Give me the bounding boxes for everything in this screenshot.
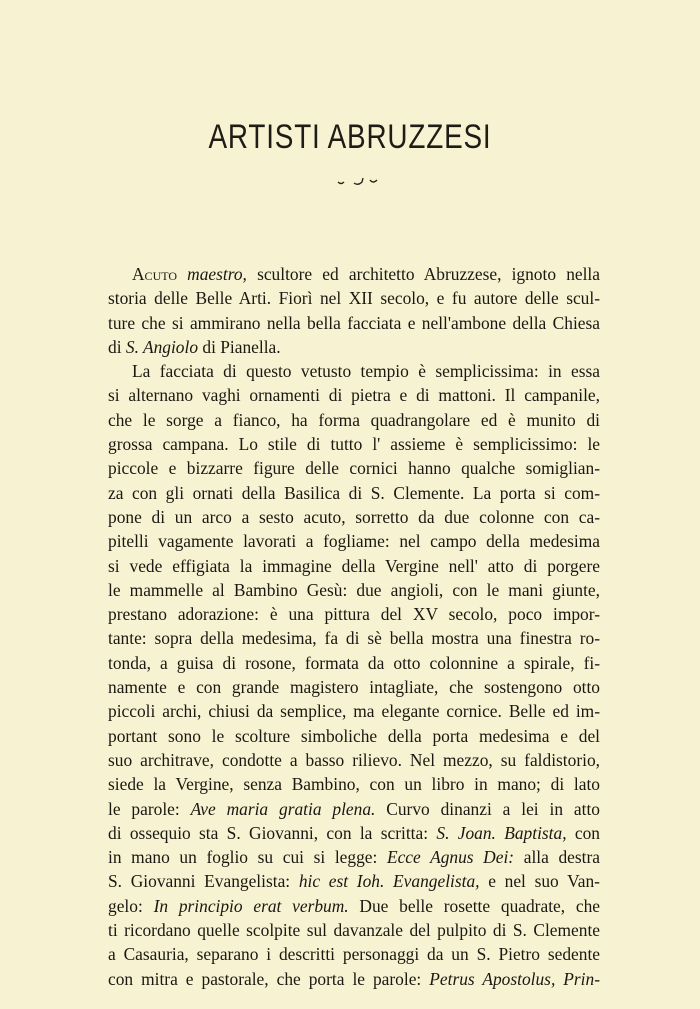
text-segment: si vede effigiata la immagine della Vergine nell' atto di porgere	[108, 555, 600, 576]
text-segment: ture che si ammirano nella bella facciata e nell'ambone della Chiesa	[108, 312, 600, 333]
text-segment: namente e con grande magistero intagliate, che sostengono otto	[108, 677, 600, 698]
text-line	[108, 918, 600, 942]
text-segment: storia delle Belle Arti. Fiorì nel XII secolo, e fu autore delle scul-	[108, 288, 600, 309]
text-segment: suo architrave, condotte a basso rilievo. Nel mezzo, su faldistorio,	[108, 749, 600, 770]
italic-text: Petrus Apostolus, Prin-	[429, 968, 600, 989]
italic-text: S. Joan. Baptista,	[436, 822, 567, 843]
text-line	[108, 286, 600, 310]
text-line	[108, 335, 600, 359]
text-segment: ti ricordano quelle scolpite sul davanzale del pulpito di S. Clemente	[108, 920, 600, 941]
text-segment: e nel suo Van-	[479, 871, 600, 892]
text-line	[108, 821, 600, 845]
text-line	[108, 505, 600, 529]
text-line	[108, 408, 600, 432]
text-segment: La facciata di questo vetusto tempio è semplicissima: in essa	[132, 361, 600, 382]
text-line	[108, 529, 600, 553]
text-line	[108, 602, 600, 626]
text-line	[108, 456, 600, 480]
text-line	[108, 675, 600, 699]
text-line	[108, 578, 600, 602]
paragraph	[108, 262, 600, 359]
text-segment: gelo:	[108, 895, 154, 916]
text-line	[108, 724, 600, 748]
text-segment: di ossequio sta S. Giovanni, con la scritta:	[108, 822, 437, 843]
italic-text: Ecce Agnus Dei:	[386, 847, 515, 868]
text-segment: scultore ed architetto Abruzzese, ignoto nella	[246, 264, 600, 284]
text-segment: siede la Vergine, senza Bambino, con un libro in mano; di lato	[108, 774, 600, 795]
text-line	[108, 797, 600, 821]
text-segment: tonda, a guisa di rosone, formata da otto colonnine a spirale, fi-	[108, 652, 600, 673]
body-text	[108, 262, 600, 991]
text-line	[108, 359, 600, 383]
text-line	[108, 311, 600, 335]
text-segment: Due belle rosette quadrate, che	[348, 895, 601, 916]
text-segment: Curvo dinanzi a lei in atto	[375, 798, 600, 819]
text-segment: con	[566, 822, 600, 843]
text-line	[108, 869, 600, 893]
ornament-divider-icon	[330, 174, 390, 188]
text-line	[108, 967, 600, 991]
italic-text: Ave maria gratia plena.	[190, 798, 376, 819]
smallcaps-lead: Acuto	[132, 264, 178, 284]
text-segment: grossa campana. Lo stile di tutto l' assieme è semplicissimo: le	[108, 434, 600, 455]
text-segment: pitelli vagamente lavorati a fogliame: nel campo della medesima	[108, 531, 600, 552]
text-segment: le mammelle al Bambino Gesù: due angioli, con le mani giunte,	[108, 579, 600, 600]
text-line	[108, 651, 600, 675]
text-segment: za con gli ornati della Basilica di S. Clemente. La porta si com-	[108, 482, 600, 503]
paragraph	[108, 359, 600, 991]
text-line	[108, 894, 600, 918]
text-segment: a Casauria, separano i descritti personaggi da un S. Pietro sedente	[108, 944, 600, 965]
text-segment	[177, 264, 187, 284]
text-segment: di	[108, 336, 126, 357]
page-title: ARTISTI ABRUZZESI	[208, 118, 492, 156]
text-segment: in mano un foglio su cui si legge:	[108, 847, 387, 868]
text-line	[108, 554, 600, 578]
text-line	[108, 845, 600, 869]
italic-text: maestro,	[187, 264, 247, 284]
italic-text: S. Angiolo	[125, 336, 199, 357]
text-segment: S. Giovanni Evangelista:	[108, 871, 299, 892]
text-segment: pone di un arco a sesto acuto, sorretto da due colonne con ca-	[108, 506, 600, 527]
text-line	[108, 626, 600, 650]
text-line	[108, 942, 600, 966]
text-segment: piccoli archi, chiusi da semplice, ma elegante cornice. Belle ed im-	[108, 701, 600, 722]
text-line	[108, 262, 600, 286]
text-line	[108, 432, 600, 456]
text-segment: si alternano vaghi ornamenti di pietra e di mattoni. Il campanile,	[108, 385, 600, 406]
text-segment: piccole e bizzarre figure delle cornici hanno qualche somiglian-	[108, 458, 600, 479]
text-line	[108, 748, 600, 772]
text-segment: con mitra e pastorale, che porta le parole:	[108, 968, 430, 989]
italic-text: hic est Ioh. Evangelista,	[298, 871, 480, 892]
text-line	[108, 699, 600, 723]
text-line	[108, 481, 600, 505]
text-line	[108, 772, 600, 796]
text-segment: tante: sopra della medesima, fa di sè bella mostra una finestra ro-	[108, 628, 600, 649]
text-segment: che le sorge a fianco, ha forma quadrangolare ed è munito di	[108, 409, 600, 430]
text-segment: le parole:	[108, 798, 191, 819]
text-segment: portant sono le scolture simboliche della porta medesima e del	[108, 725, 600, 746]
text-line	[108, 383, 600, 407]
text-segment: prestano adorazione: è una pittura del XV secolo, poco impor-	[108, 604, 600, 625]
italic-text: In principio erat verbum.	[153, 895, 349, 916]
text-segment: di Pianella.	[198, 336, 281, 357]
text-segment: alla destra	[514, 847, 600, 868]
